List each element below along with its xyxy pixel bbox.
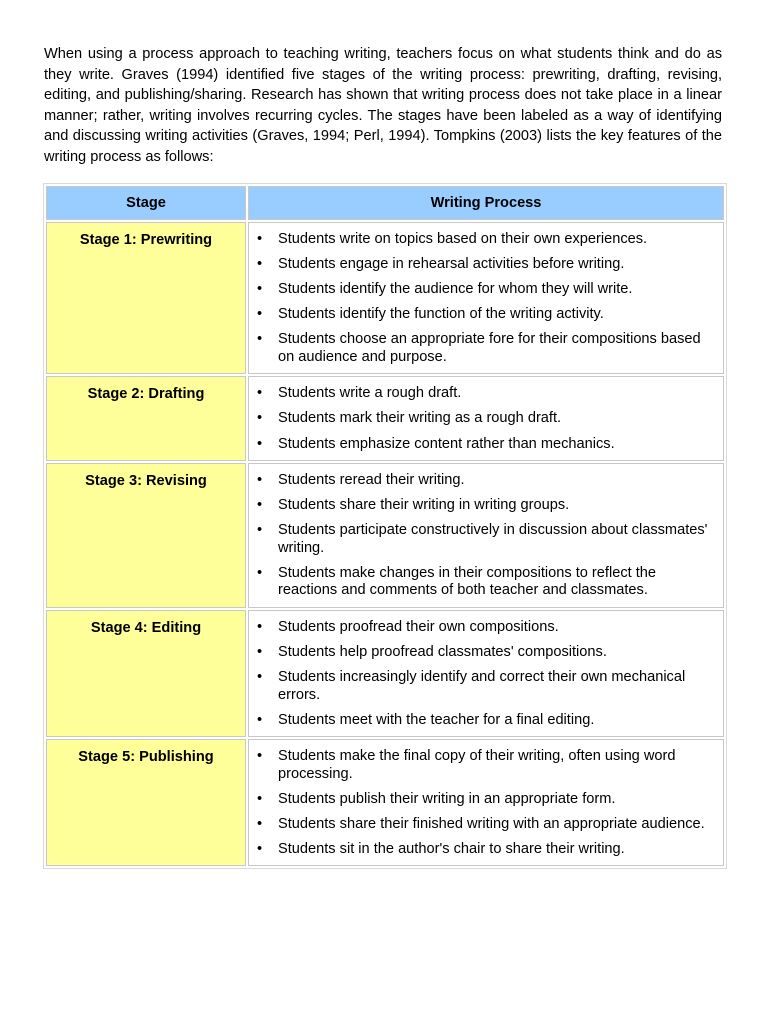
- list-item: [249, 565, 719, 600]
- bullet-icon: •: [257, 522, 263, 539]
- bullet-icon: •: [257, 231, 263, 247]
- bullet-icon: •: [257, 281, 263, 298]
- process-cell: [248, 376, 724, 461]
- process-cell: [248, 222, 724, 374]
- stage-name-cell: Stage 3: Revising: [46, 463, 246, 608]
- list-item-text: Students make changes in their compositions to reflect the reactions and comments of both teacher and classmates.: [278, 564, 657, 599]
- list-item-text: Students write a rough draft.: [278, 385, 462, 402]
- list-item: [249, 231, 719, 249]
- list-item-text: Students publish their writing in an appropriate form.: [278, 790, 616, 807]
- bullet-icon: •: [257, 472, 263, 489]
- list-item: [249, 841, 719, 859]
- list-item: [249, 816, 719, 834]
- table-row: [46, 376, 724, 461]
- list-item-text: Students sit in the author's chair to share their writing.: [278, 840, 625, 857]
- list-item: [249, 436, 719, 454]
- list-item: [249, 619, 719, 637]
- bullet-icon: •: [257, 435, 263, 452]
- process-list: [249, 619, 719, 729]
- process-cell: [248, 610, 724, 737]
- writing-process-column-header: Writing Process: [248, 186, 724, 220]
- list-item: [249, 644, 719, 662]
- stage-name-cell: Stage 4: Editing: [46, 610, 246, 737]
- list-item-text: Students make the final copy of their writing, often using word processing.: [278, 748, 676, 782]
- bullet-icon: •: [257, 256, 263, 273]
- table-header-row: [46, 186, 724, 220]
- bullet-icon: •: [257, 815, 263, 832]
- list-item: [249, 669, 719, 704]
- list-item-text: Students participate constructively in discussion about classmates' writing.: [278, 522, 708, 556]
- process-list: [249, 748, 719, 858]
- list-item: [249, 748, 719, 783]
- table-row: [46, 610, 724, 737]
- list-item: [249, 306, 719, 324]
- list-item-text: Students proofread their own compositions.: [278, 618, 559, 635]
- bullet-icon: •: [257, 643, 263, 660]
- writing-process-table-wrapper: [43, 183, 727, 869]
- bullet-icon: •: [257, 306, 263, 323]
- list-item: [249, 281, 719, 299]
- stage-name-cell: Stage 5: Publishing: [46, 739, 246, 866]
- bullet-icon: •: [257, 711, 263, 728]
- list-item: [249, 331, 719, 366]
- list-item: [249, 712, 719, 730]
- list-item-text: Students identify the audience for whom they will write.: [278, 281, 633, 298]
- bullet-icon: •: [257, 331, 263, 348]
- list-item: [249, 256, 719, 274]
- list-item-text: Students emphasize content rather than mechanics.: [278, 435, 615, 452]
- list-item-text: Students increasingly identify and correct their own mechanical errors.: [278, 669, 686, 703]
- bullet-icon: •: [257, 748, 263, 765]
- list-item: [249, 472, 719, 490]
- table-row: [46, 739, 724, 866]
- bullet-icon: •: [257, 410, 263, 427]
- list-item: [249, 791, 719, 809]
- process-list: [249, 385, 719, 453]
- process-list: [249, 231, 719, 366]
- process-cell: [248, 463, 724, 608]
- bullet-icon: •: [257, 385, 263, 402]
- list-item-text: Students write on topics based on their own experiences.: [278, 231, 648, 247]
- stage-column-header: Stage: [46, 186, 246, 220]
- table-row: [46, 463, 724, 608]
- list-item: [249, 522, 719, 557]
- list-item-text: Students choose an appropriate fore for their compositions based on audience and purpose.: [278, 331, 701, 365]
- bullet-icon: •: [257, 669, 263, 686]
- writing-process-table: [43, 183, 727, 869]
- list-item: [249, 410, 719, 428]
- list-item-text: Students share their writing in writing groups.: [278, 497, 570, 514]
- bullet-icon: •: [257, 790, 263, 807]
- list-item-text: Students engage in rehearsal activities before writing.: [278, 256, 625, 273]
- list-item-text: Students share their finished writing with an appropriate audience.: [278, 815, 705, 832]
- bullet-icon: •: [257, 497, 263, 514]
- list-item-text: Students help proofread classmates' compositions.: [278, 643, 607, 660]
- list-item-text: Students identify the function of the writing activity.: [278, 306, 604, 323]
- process-list: [249, 472, 719, 600]
- stage-name-cell: Stage 1: Prewriting: [46, 222, 246, 374]
- stage-name-cell: Stage 2: Drafting: [46, 376, 246, 461]
- bullet-icon: •: [257, 840, 263, 857]
- bullet-icon: •: [257, 618, 263, 635]
- intro-paragraph: When using a process approach to teaching writing, teachers focus on what students think and do as they write. Graves (1994) identified five stages of the writing process: prewriting, drafting, revising, editing, and publishing/sharing. Research has shown that writing process does not take place in a linear manner; rather, writing involves recurring cycles. The stages have been labeled as a way of identifying and discussing writing activities (Graves, 1994; Perl, 1994). Tompkins (2003) lists the key features of the writing process as follows:: [44, 46, 722, 165]
- list-item-text: Students meet with the teacher for a final editing.: [278, 711, 595, 728]
- list-item-text: Students reread their writing.: [278, 472, 465, 489]
- table-body: [46, 222, 724, 866]
- bullet-icon: •: [257, 564, 263, 581]
- list-item: [249, 385, 719, 403]
- table-row: [46, 222, 724, 374]
- list-item: [249, 497, 719, 515]
- list-item-text: Students mark their writing as a rough draft.: [278, 410, 562, 427]
- process-cell: [248, 739, 724, 866]
